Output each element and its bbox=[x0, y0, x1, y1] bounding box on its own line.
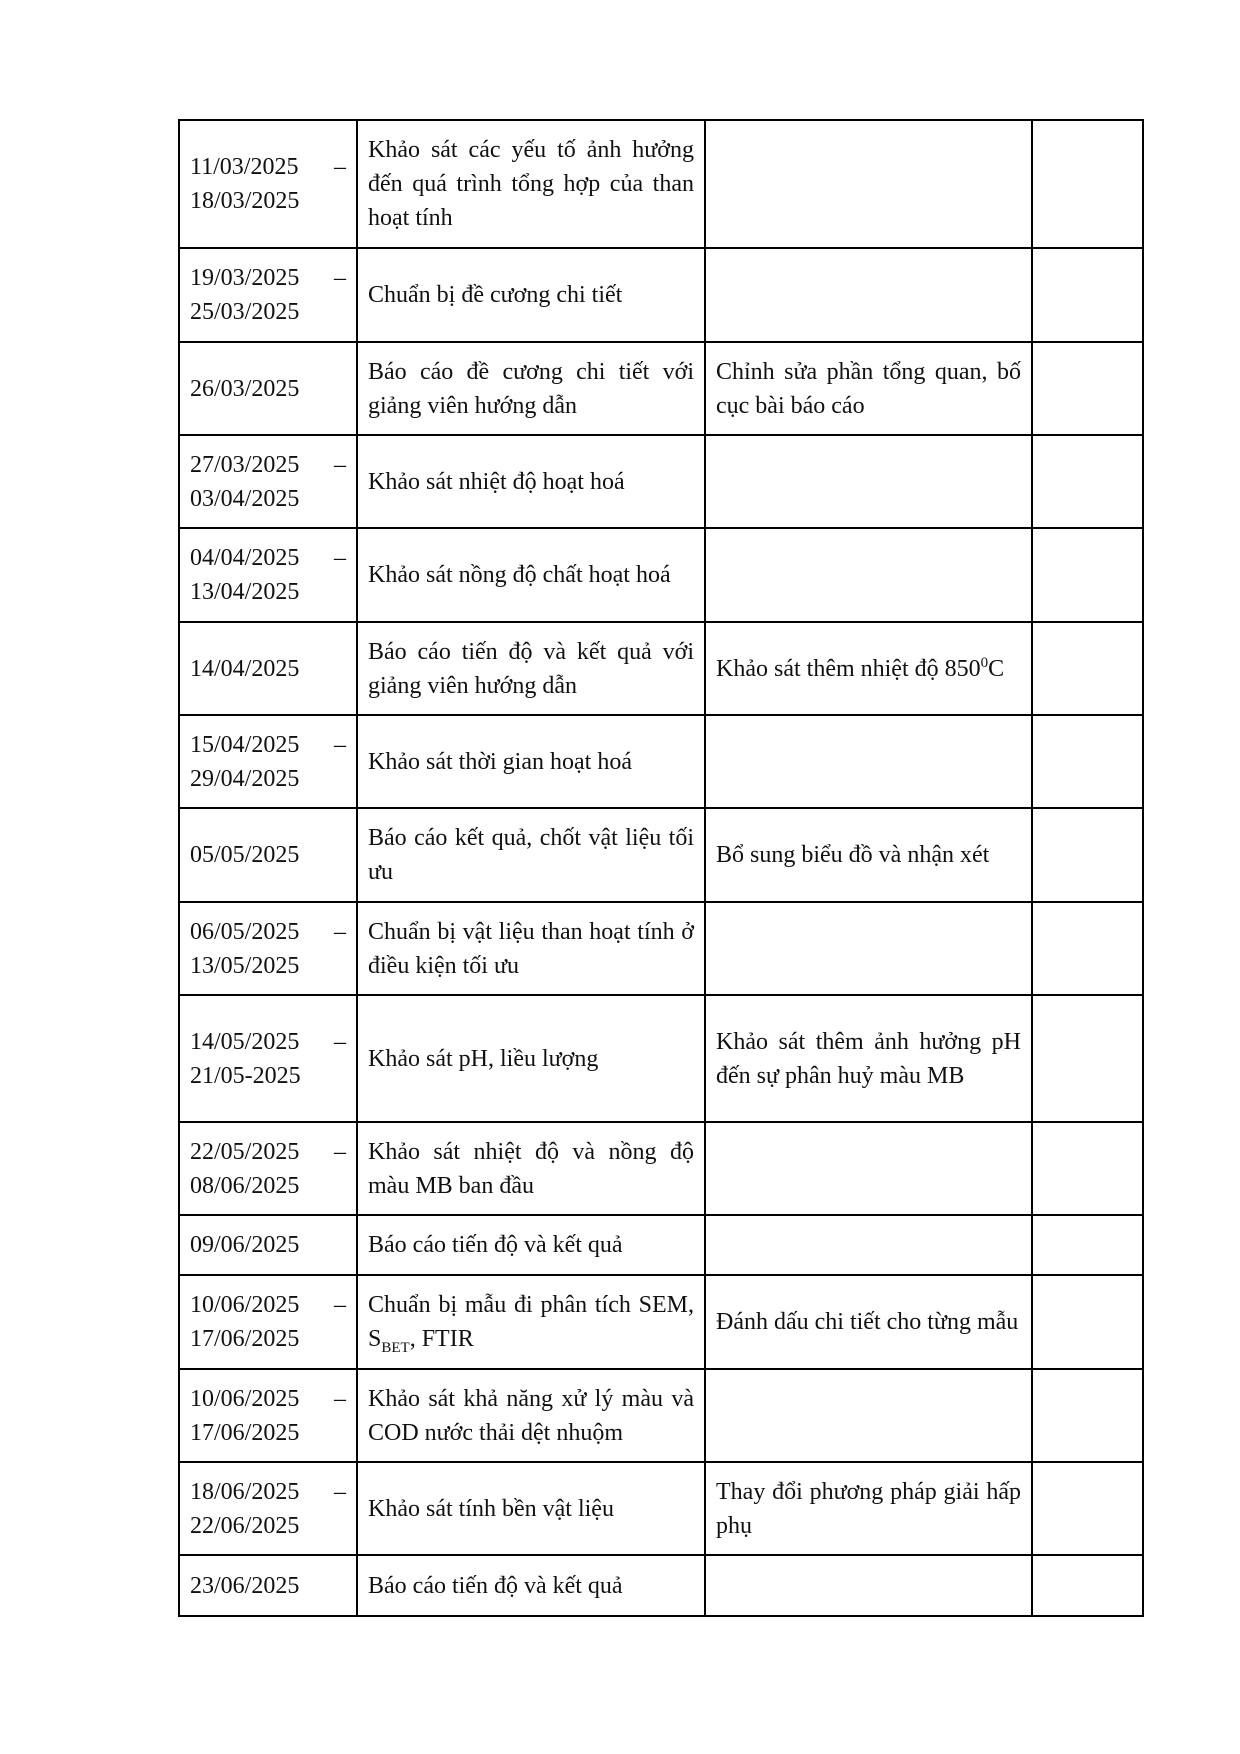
extra-cell bbox=[1032, 342, 1143, 435]
note-cell bbox=[705, 435, 1032, 528]
schedule-table bbox=[178, 119, 1144, 1617]
date-start bbox=[190, 261, 346, 295]
task-text: Khảo sát nồng độ chất hoạt hoá bbox=[368, 562, 671, 588]
note-text: Bổ sung biểu đồ và nhận xét bbox=[716, 842, 990, 868]
note-text: Khảo sát thêm ảnh hưởng pH đến sự phân huỷ màu MB bbox=[716, 1028, 1021, 1089]
task-cell bbox=[357, 622, 705, 715]
date-cell bbox=[179, 342, 357, 435]
task-text: Báo cáo tiến độ và kết quả với giảng viên hướng dẫn bbox=[368, 638, 694, 699]
note-cell bbox=[705, 808, 1032, 902]
task-text: Báo cáo kết quả, chốt vật liệu tối ưu bbox=[368, 825, 694, 885]
task-text: Khảo sát các yếu tố ảnh hưởng đến quá trình tổng hợp của than hoạt tính bbox=[368, 137, 694, 231]
extra-cell bbox=[1032, 1462, 1143, 1555]
task-subscript: BET bbox=[381, 1339, 410, 1356]
date-to: 18/03/2025 bbox=[190, 188, 300, 214]
date-dash: – bbox=[334, 918, 346, 945]
date-cell bbox=[179, 528, 357, 622]
extra-cell bbox=[1032, 715, 1143, 808]
date-to: 17/06/2025 bbox=[190, 1326, 300, 1352]
note-text: Chỉnh sửa phần tổng quan, bố cục bài báo cáo bbox=[716, 358, 1021, 419]
extra-cell bbox=[1032, 902, 1143, 995]
date-from: 11/03/2025 bbox=[190, 154, 299, 180]
extra-cell bbox=[1032, 435, 1143, 528]
date-from: 10/06/2025 bbox=[190, 1385, 300, 1412]
table-row bbox=[179, 528, 1143, 622]
date-from: 26/03/2025 bbox=[190, 375, 300, 402]
table-row bbox=[179, 1369, 1143, 1462]
date-from: 19/03/2025 bbox=[190, 265, 300, 291]
extra-cell bbox=[1032, 1215, 1143, 1275]
date-start bbox=[190, 652, 346, 686]
date-cell bbox=[179, 1275, 357, 1369]
note-cell bbox=[705, 1369, 1032, 1462]
task-cell bbox=[357, 248, 705, 342]
table-row bbox=[179, 808, 1143, 902]
extra-cell bbox=[1032, 1369, 1143, 1462]
task-text: Chuẩn bị đề cương chi tiết bbox=[368, 282, 623, 308]
table-row bbox=[179, 902, 1143, 995]
date-to: 03/04/2025 bbox=[190, 485, 300, 512]
date-cell bbox=[179, 995, 357, 1122]
date-start bbox=[190, 1025, 346, 1059]
task-cell bbox=[357, 528, 705, 622]
table-row bbox=[179, 995, 1143, 1122]
note-cell bbox=[705, 1215, 1032, 1275]
date-from: 06/05/2025 bbox=[190, 918, 300, 945]
task-text: Chuẩn bị vật liệu than hoạt tính ở điều kiện tối ưu bbox=[368, 918, 694, 979]
note-cell bbox=[705, 1275, 1032, 1369]
date-start bbox=[190, 838, 346, 872]
date-from: 14/05/2025 bbox=[190, 1028, 300, 1055]
extra-cell bbox=[1032, 995, 1143, 1122]
date-cell bbox=[179, 435, 357, 528]
table-row bbox=[179, 1555, 1143, 1616]
date-to: 25/03/2025 bbox=[190, 299, 300, 325]
task-cell bbox=[357, 435, 705, 528]
note-cell bbox=[705, 1555, 1032, 1616]
task-text: Khảo sát tính bền vật liệu bbox=[368, 1495, 614, 1522]
date-to: 13/05/2025 bbox=[190, 952, 300, 979]
extra-cell bbox=[1032, 808, 1143, 902]
date-start bbox=[190, 1382, 346, 1416]
date-start bbox=[190, 1135, 346, 1169]
note-cell bbox=[705, 995, 1032, 1122]
note-cell bbox=[705, 120, 1032, 248]
date-cell bbox=[179, 902, 357, 995]
task-cell bbox=[357, 120, 705, 248]
date-dash: – bbox=[334, 1385, 346, 1412]
table-row bbox=[179, 248, 1143, 342]
date-to: 22/06/2025 bbox=[190, 1512, 300, 1539]
date-from: 18/06/2025 bbox=[190, 1478, 300, 1505]
date-cell bbox=[179, 622, 357, 715]
table-row bbox=[179, 622, 1143, 715]
note-text-end: C bbox=[988, 655, 1005, 682]
date-from: 09/06/2025 bbox=[190, 1232, 300, 1258]
task-text: Chuẩn bị mẫu đi phân tích SEM, S bbox=[368, 1292, 694, 1352]
task-cell bbox=[357, 995, 705, 1122]
task-text: Khảo sát thời gian hoạt hoá bbox=[368, 748, 632, 775]
date-dash: – bbox=[334, 1478, 346, 1505]
date-cell bbox=[179, 1215, 357, 1275]
date-cell bbox=[179, 715, 357, 808]
date-from: 04/04/2025 bbox=[190, 545, 300, 571]
table-row bbox=[179, 1215, 1143, 1275]
task-cell bbox=[357, 715, 705, 808]
date-from: 14/04/2025 bbox=[190, 655, 300, 682]
date-start bbox=[190, 728, 346, 762]
date-from: 22/05/2025 bbox=[190, 1138, 300, 1165]
task-cell bbox=[357, 1555, 705, 1616]
task-cell bbox=[357, 342, 705, 435]
note-cell bbox=[705, 902, 1032, 995]
date-dash: – bbox=[334, 1138, 346, 1165]
task-text: Khảo sát nhiệt độ hoạt hoá bbox=[368, 468, 625, 495]
date-cell bbox=[179, 1122, 357, 1215]
note-cell bbox=[705, 528, 1032, 622]
table-row bbox=[179, 715, 1143, 808]
date-from: 10/06/2025 bbox=[190, 1292, 300, 1318]
date-cell bbox=[179, 248, 357, 342]
date-dash: – bbox=[334, 1292, 346, 1318]
date-start bbox=[190, 448, 346, 482]
task-cell bbox=[357, 1275, 705, 1369]
table-row bbox=[179, 1462, 1143, 1555]
extra-cell bbox=[1032, 622, 1143, 715]
task-text-end: , FTIR bbox=[409, 1326, 474, 1352]
date-from: 05/05/2025 bbox=[190, 842, 300, 868]
note-cell bbox=[705, 1462, 1032, 1555]
task-text: Báo cáo tiến độ và kết quả bbox=[368, 1572, 623, 1599]
table-row bbox=[179, 435, 1143, 528]
date-cell bbox=[179, 120, 357, 248]
date-to: 08/06/2025 bbox=[190, 1172, 300, 1199]
date-from: 27/03/2025 bbox=[190, 451, 300, 478]
date-start bbox=[190, 915, 346, 949]
note-cell bbox=[705, 248, 1032, 342]
table-row bbox=[179, 1275, 1143, 1369]
date-start bbox=[190, 1475, 346, 1509]
task-cell bbox=[357, 1462, 705, 1555]
task-text: Khảo sát pH, liều lượng bbox=[368, 1045, 599, 1072]
task-text: Khảo sát nhiệt độ và nồng độ màu MB ban đầu bbox=[368, 1138, 694, 1199]
date-cell bbox=[179, 1462, 357, 1555]
note-superscript: 0 bbox=[980, 654, 989, 671]
date-dash: – bbox=[334, 451, 346, 478]
date-cell bbox=[179, 1555, 357, 1616]
extra-cell bbox=[1032, 1275, 1143, 1369]
extra-cell bbox=[1032, 528, 1143, 622]
date-to: 13/04/2025 bbox=[190, 579, 300, 605]
date-start bbox=[190, 1288, 346, 1322]
task-text: Báo cáo đề cương chi tiết với giảng viên hướng dẫn bbox=[368, 358, 694, 419]
note-text: Đánh dấu chi tiết cho từng mẫu bbox=[716, 1309, 1019, 1335]
table-row bbox=[179, 1122, 1143, 1215]
date-start bbox=[190, 150, 346, 184]
task-cell bbox=[357, 902, 705, 995]
date-to: 17/06/2025 bbox=[190, 1419, 300, 1446]
note-text: Thay đổi phương pháp giải hấp phụ bbox=[716, 1478, 1021, 1539]
extra-cell bbox=[1032, 1122, 1143, 1215]
date-from: 15/04/2025 bbox=[190, 731, 300, 758]
date-dash: – bbox=[334, 265, 346, 291]
date-dash: – bbox=[334, 731, 346, 758]
note-cell bbox=[705, 622, 1032, 715]
date-cell bbox=[179, 1369, 357, 1462]
extra-cell bbox=[1032, 248, 1143, 342]
note-cell bbox=[705, 1122, 1032, 1215]
task-text: Khảo sát khả năng xử lý màu và COD nước thải dệt nhuộm bbox=[368, 1385, 694, 1446]
date-start bbox=[190, 1228, 346, 1262]
date-dash: – bbox=[334, 1028, 346, 1055]
schedule-table-body bbox=[179, 120, 1143, 1616]
task-cell bbox=[357, 1369, 705, 1462]
note-cell bbox=[705, 715, 1032, 808]
date-dash: – bbox=[334, 545, 346, 571]
table-row bbox=[179, 342, 1143, 435]
note-text: Khảo sát thêm nhiệt độ 850 bbox=[716, 655, 981, 682]
extra-cell bbox=[1032, 120, 1143, 248]
date-to: 29/04/2025 bbox=[190, 765, 300, 792]
date-to: 21/05-2025 bbox=[190, 1062, 301, 1089]
date-from: 23/06/2025 bbox=[190, 1572, 300, 1599]
date-dash: – bbox=[334, 154, 346, 180]
note-cell bbox=[705, 342, 1032, 435]
task-cell bbox=[357, 1122, 705, 1215]
date-start bbox=[190, 372, 346, 406]
task-text: Báo cáo tiến độ và kết quả bbox=[368, 1232, 623, 1258]
extra-cell bbox=[1032, 1555, 1143, 1616]
date-cell bbox=[179, 808, 357, 902]
date-start bbox=[190, 1569, 346, 1603]
table-row bbox=[179, 120, 1143, 248]
date-start bbox=[190, 541, 346, 575]
task-cell bbox=[357, 1215, 705, 1275]
task-cell bbox=[357, 808, 705, 902]
